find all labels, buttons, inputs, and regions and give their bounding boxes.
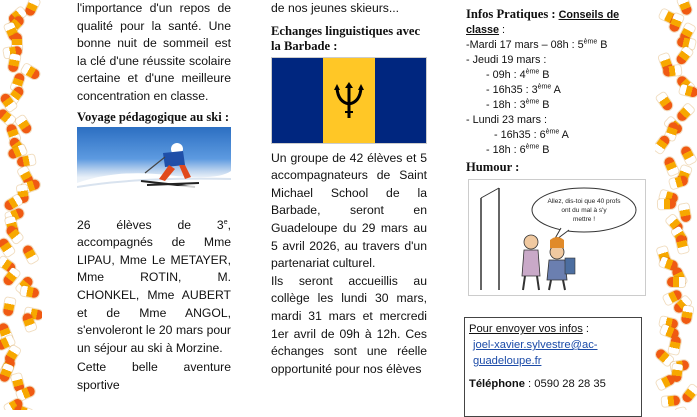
schedule-text: -Mardi 17 mars – 08h : 5 [466, 39, 584, 51]
skier-illustration-icon [77, 127, 231, 211]
svg-text:Allez, dis-toi que 40 profs: Allez, dis-toi que 40 profs [547, 198, 621, 205]
schedule-text: - 18h : 6 [486, 144, 526, 156]
humor-heading: Humour : [466, 160, 520, 174]
schedule-ordinal: ème [525, 98, 540, 106]
middle-top-line: de nos jeunes skieurs... [271, 1, 400, 15]
barbados-flag [271, 57, 427, 144]
candy-corn-icon [667, 277, 685, 287]
ski-trip-ordinal: e [223, 218, 228, 226]
candy-corn-icon [656, 373, 677, 390]
flag-band-center [323, 58, 374, 143]
schedule-text: - 18h : 3 [486, 99, 526, 111]
ski-trip-details: , accompagnés de Mme LIPAU, Mme Le METAYER, Mme ROTIN, M. CHONKEL, Mme AUBERT et de Mme ANGOL, s'envoleront le 20 mars pour un séjour au ski à Morzine. [77, 217, 231, 355]
schedule-row [466, 83, 644, 98]
schedule-class: B [539, 69, 550, 81]
candy-corn-icon [668, 335, 682, 355]
schedule-class: B [539, 144, 550, 156]
cartoon-illustration-icon [469, 180, 645, 295]
skier-photo [77, 127, 231, 211]
contact-line [469, 321, 637, 337]
phone-label: Téléphone [469, 378, 525, 390]
barbados-heading: Echanges linguistiques avec la Barbade : [271, 23, 421, 53]
contact-box [464, 317, 642, 417]
humor-cartoon [468, 179, 646, 296]
column-middle [271, 0, 427, 378]
schedule-row [466, 113, 644, 128]
column-right [466, 0, 644, 296]
intro-paragraph: l'importance d'un repos de qualité pour la santé. Une bonne nuit de sommeil est la clé d'une réussite scolaire certaine et d'une meilleure concentration en classe. [77, 1, 231, 103]
schedule-row [466, 143, 644, 158]
schedule-text: - 09h : 4 [486, 69, 526, 81]
candy-corn-icon [656, 92, 675, 112]
candy-corn-icon [675, 103, 695, 123]
candy-corn-icon [20, 285, 40, 298]
phone-number: : 0590 28 28 35 [524, 378, 606, 390]
barbados-paragraph-1: Un groupe de 42 élèves et 5 accompagnateurs de Saint Michael School de la Barbade, seront en Guadeloupe du 29 mars au 5 avril 2026, au travers d'un partenariat culturel. [271, 150, 427, 271]
candy-corn-icon [13, 404, 33, 410]
schedule-text: - Jeudi 19 mars : [466, 54, 547, 66]
email-link[interactable]: joel-xavier.sylvestre@ac-guadeloupe.fr [473, 339, 598, 367]
schedule-class: B [539, 99, 550, 111]
ski-trip-count: 26 élèves de 3 [77, 217, 224, 232]
schedule-row [466, 38, 644, 53]
schedule-class: A [559, 129, 569, 141]
schedule-row [466, 128, 644, 143]
candy-corn-icon [7, 53, 20, 73]
candy-corn-border-right [655, 0, 697, 410]
candy-corn-border-left [0, 0, 42, 410]
flag-band-right [375, 58, 426, 143]
candy-corn-icon [675, 46, 694, 66]
schedule-ordinal: ème [525, 68, 540, 76]
barbados-paragraph-2: Ils seront accueillis au collège les lundi 30 mars, mardi 31 mars et mercredi 1er avril de 09h à 12h. Ces échanges sont une réelle opportunité pour nos élèves [271, 273, 427, 376]
class-councils-label: Conseils de classe [466, 9, 620, 36]
schedule-ordinal: ème [525, 143, 540, 151]
candy-corn-icon [662, 395, 681, 407]
ski-trip-heading: Voyage pédagogique au ski : [77, 109, 230, 124]
column-left [77, 0, 231, 395]
candy-corn-icon [681, 305, 694, 324]
schedule-row [466, 98, 644, 113]
candy-corn-icon [679, 145, 696, 166]
info-title: Infos Pratiques : [466, 7, 556, 21]
candy-corn-icon [662, 65, 681, 77]
ski-trip-more: Cette belle aventure sportive [77, 360, 231, 392]
candy-corn-icon [669, 175, 689, 190]
flag-band-left [272, 58, 323, 143]
schedule-text: - 16h35 : 6 [494, 129, 546, 141]
trident-icon [334, 80, 364, 120]
svg-text:mettre !: mettre ! [572, 216, 596, 223]
svg-text:ont du mal à s'y: ont du mal à s'y [561, 207, 607, 214]
schedule-row [466, 53, 644, 68]
ski-trip-paragraph [77, 217, 231, 358]
candy-corn-icon [658, 199, 676, 210]
class-councils-colon: : [499, 24, 506, 36]
contact-label: Pour envoyer vos infos [469, 323, 583, 335]
candy-corn-icon [663, 156, 679, 176]
schedule-text: - Lundi 23 mars : [466, 114, 548, 126]
schedule-ordinal: ème [537, 83, 552, 91]
candy-corn-icon [21, 244, 38, 265]
schedule-row [466, 68, 644, 83]
info-heading [466, 7, 644, 38]
schedule-ordinal: ème [583, 38, 598, 46]
schedule-class: A [551, 84, 561, 96]
candy-corn-icon [680, 384, 697, 404]
class-council-schedule [466, 38, 644, 158]
contact-email[interactable] [469, 337, 637, 369]
candy-corn-icon [678, 203, 691, 223]
schedule-ordinal: ème [545, 128, 560, 136]
phone-line [469, 376, 637, 392]
contact-colon: : [582, 323, 590, 335]
schedule-text: - 16h35 : 3 [486, 84, 538, 96]
schedule-class: B [597, 39, 608, 51]
candy-corn-icon [2, 297, 15, 317]
